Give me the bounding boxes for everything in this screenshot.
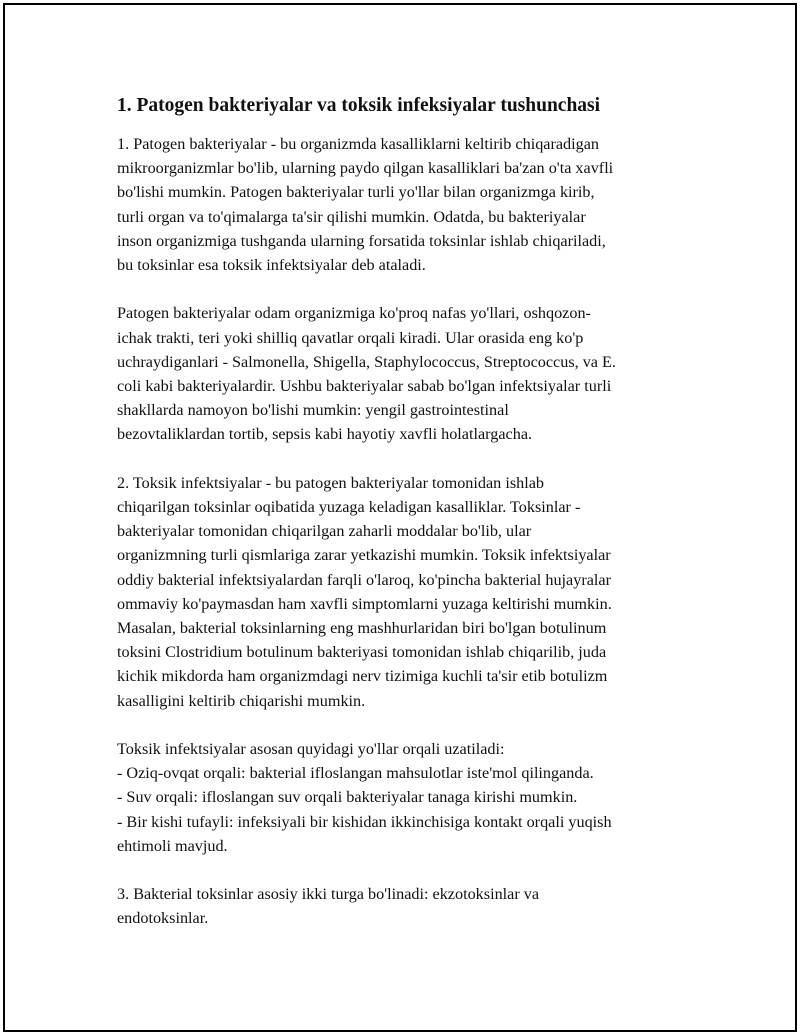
text-line: uchraydiganlari - Salmonella, Shigella, Staphylococcus, Streptococcus, va E. [117,352,616,371]
text-line: organizmning turli qismlariga zarar yetkazishi mumkin. Toksik infektsiyalar [117,546,611,565]
list-item: - Oziq-ovqat orqali: bakterial ifloslangan mahsulotlar iste'mol qilinganda. [117,764,594,783]
text-line: Patogen bakteriyalar odam organizmiga ko'proq nafas yo'llari, oshqozon- [117,304,591,323]
text-line: shakllarda namoyon bo'lishi mumkin: yengil gastrointestinal [117,401,509,420]
list-item: - Bir kishi tufayli: infeksiyali bir kishidan ikkinchisiga kontakt orqali yuqish [117,812,612,831]
text-line: ehtimoli mavjud. [117,836,228,855]
text-line: bu toksinlar esa toksik infektsiyalar deb ataladi. [117,256,426,275]
text-line: coli kabi bakteriyalardir. Ushbu bakteriyalar sabab bo'lgan infektsiyalar turli [117,377,612,396]
text-line: inson organizmiga tushganda ularning forsatida toksinlar ishlab chiqariladi, [117,231,606,250]
text-line: Toksik infektsiyalar asosan quyidagi yo'llar orqali uzatiladi: [117,740,505,759]
text-line: ommaviy ko'paymasdan ham xavfli simptomlarni yuzaga keltirishi mumkin. [117,594,612,613]
text-line: turli organ va to'qimalarga ta'sir qilishi mumkin. Odatda, bu bakteriyalar [117,207,586,226]
paragraph-4 [117,737,687,858]
text-line: kasalligini keltirib chiqarishi mumkin. [117,691,366,710]
text-line: chiqarilgan toksinlar oqibatida yuzaga keladigan kasalliklar. Toksinlar - [117,498,581,517]
text-line: Masalan, bakterial toksinlarning eng mashhurlaridan biri bo'lgan botulinum [117,619,607,638]
list-item: - Suv orqali: ifloslangan suv orqali bakteriyalar tanaga kirishi mumkin. [117,788,578,807]
paragraph-3 [117,471,687,713]
text-line: kichik mikdorda ham organizmdagi nerv tizimiga kuchli ta'sir etib botulizm [117,667,608,686]
text-line: oddiy bakterial infektsiyalardan farqli o'laroq, ko'pincha bakterial hujayralar [117,570,611,589]
text-line: bezovtaliklardan tortib, sepsis kabi hayotiy xavfli holatlargacha. [117,425,533,444]
text-line: bo'lishi mumkin. Patogen bakteriyalar turli yo'llar bilan organizmga kirib, [117,183,595,202]
text-line: 1. Patogen bakteriyalar - bu organizmda kasalliklarni keltirib chiqaradigan [117,135,600,153]
paragraph-2 [117,301,687,446]
document-body [117,93,687,955]
text-line: ichak trakti, teri yoki shilliq qavatlar orqali kiradi. Ular orasida eng ko'p [117,328,584,347]
text-line: mikroorganizmlar bo'lib, ularning paydo qilgan kasalliklari ba'zan o'ta xavfli [117,159,614,178]
text-line: toksini Clostridium botulinum bakteriyasi tomonidan ishlab chiqarilib, juda [117,643,607,662]
paragraph-5 [117,882,687,930]
text-line: endotoksinlar. [117,909,209,928]
section-heading: 1. Patogen bakteriyalar va toksik infeksiyalar tushunchasi [117,95,601,116]
text-line: 2. Toksik infektsiyalar - bu patogen bakteriyalar tomonidan ishlab [117,473,544,492]
text-line: 3. Bakterial toksinlar asosiy ikki turga bo'linadi: ekzotoksinlar va [117,885,540,904]
paragraph-1 [117,132,687,277]
text-line: bakteriyalar tomonidan chiqarilgan zaharli moddalar bo'lib, ular [117,522,532,541]
